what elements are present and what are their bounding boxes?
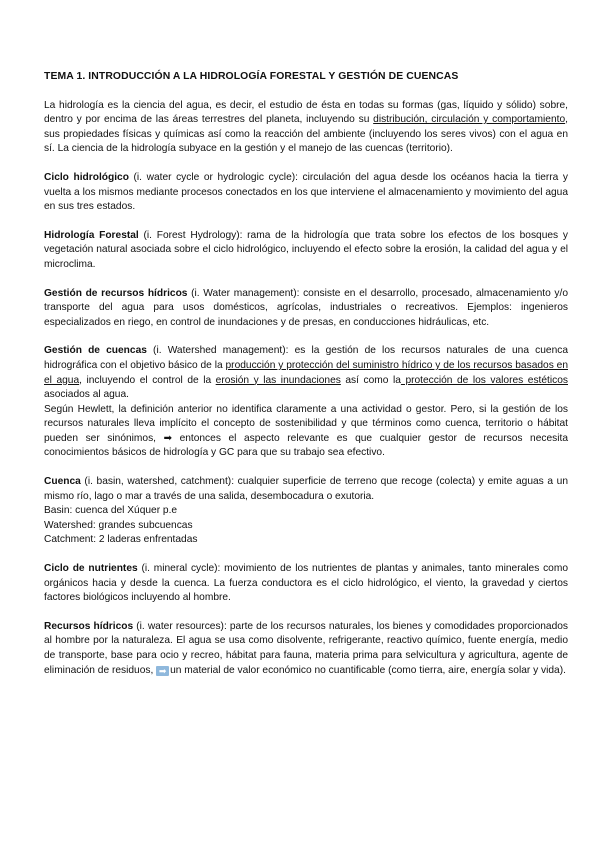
hewlett-text-b: entonces el aspecto relevante es que cualquier gestor de recursos necesita conocimientos básicos de hidrología y GC para que su trabajo sea efectivo.	[44, 432, 568, 459]
term-hidrologia-forestal: Hidrología Forestal	[44, 229, 139, 241]
def-ciclo-nutrientes: (i. mineral cycle): movimiento de los nutrientes de plantas y animales, tanto minerales como orgánicos hacia y desde la cuenca. La fuerza conductora es el ciclo hidrológico, el viento, la gravedad y ciertos factores biológicos incluyendo al hombre.	[44, 563, 568, 604]
def-gestion-cuencas-a: (i. Watershed management): es la gestión de los recursos naturales de una cuenca hidrográfica con el objetivo básico de la	[44, 345, 569, 371]
def-recursos-hidricos-a: (i. water resources): parte de los recursos naturales, los bienes y comodidades proporcionados al hombre por la naturaleza. El agua se usa como disolvente, refrigerante, reactivo químico, fuente energía, medio de transporte, base para ocio y recreo, hábitat para fauna, materia prima para selvicultura y agricultura, agente de eliminación de residuos,	[44, 620, 568, 676]
def-gestion-cuencas-c: así como la	[340, 374, 401, 386]
def-gestion-cuencas-d: asociados al agua.	[44, 389, 129, 401]
intro-paragraph	[44, 99, 568, 157]
term-gestion-recursos: Gestión de recursos hídricos	[44, 287, 188, 299]
underline-valores: protección de los valores estéticos	[400, 374, 568, 386]
catchment-line: Catchment: 2 laderas enfrentadas	[44, 534, 198, 546]
def-hidrologia-forestal: (i. Forest Hydrology): rama de la hidrología que trata sobre los efectos de los bosques y vegetación natural asociada sobre el ciclo hidrológico, incluyendo el efecto sobre la erosión, la calidad del agua y el microclima.	[44, 229, 568, 270]
basin-line: Basin: cuenca del Xúquer p.e	[44, 505, 178, 517]
intro-text: La hidrología es la ciencia del agua, es decir, el estudio de ésta en todas su formas (gas, líquido y sólido) sobre, dentro y por encima de las áreas terrestres del planeta, incluyendo su	[44, 99, 568, 126]
gestion-cuencas-paragraph	[44, 344, 568, 402]
def-recursos-hidricos-b: un material de valor económico no cuantificable (como tierra, aire, energía solar y vida).	[170, 664, 566, 676]
ciclo-nutrientes-paragraph	[44, 562, 568, 606]
hewlett-paragraph	[44, 403, 568, 461]
hewlett-text-a: Según Hewlett, la definición anterior no identifica claramente a una actividad o gestor. Pero, si la gestión de los recursos naturales lleva implícito el concepto de sostenibilidad y que términos como cuenca, territorio o hábitat pueden ser sinónimos,	[44, 403, 568, 444]
term-gestion-cuencas: Gestión de cuencas	[44, 345, 147, 357]
watershed-line: Watershed: grandes subcuencas	[44, 519, 193, 531]
term-ciclo-nutrientes: Ciclo de nutrientes	[44, 563, 138, 575]
def-ciclo-hidrologico: (i. water cycle or hydrologic cycle): circulación del agua desde los océanos hacia la tierra y vuelta a los mismos mediante procesos conectados en los que interviene el almacenamiento y movimiento del agua en sus tres estados.	[44, 171, 569, 213]
intro-underline: distribución, circulación y comportamiento	[373, 114, 566, 126]
right-arrow-icon: ➡	[163, 432, 172, 444]
def-gestion-recursos: (i. Water management): consiste en el desarrollo, procesado, almacenamiento y/o transporte del agua para usos domésticos, agrícolas, industriales o recreativos. Ejemplos: ingenieros especializados en riego, en control de inundaciones y de presas, en conducciones hidráulicas, etc.	[44, 287, 568, 328]
underline-erosion: erosión y las inundaciones	[215, 374, 341, 386]
page-title: TEMA 1. INTRODUCCIÓN A LA HIDROLOGÍA FORESTAL Y GESTIÓN DE CUENCAS	[44, 71, 459, 82]
term-ciclo-hidrologico: Ciclo hidrológico	[44, 171, 129, 183]
cuenca-paragraph	[44, 475, 568, 504]
intro-text-end: , sus propiedades físicas y químicas así como la reacción del ambiente (incluyendo los seres vivos) con el agua en sí. La ciencia de la hidrología subyace en la gestión y el manejo de las cuencas (territorio).	[44, 114, 568, 155]
term-cuenca: Cuenca	[44, 476, 81, 488]
recursos-hidricos-paragraph	[44, 620, 568, 678]
def-cuenca: (i. basin, watershed, catchment): cualquier superficie de terreno que recoge (colecta) y emite aguas a un mismo río, lago o mar a través de una salida, desembocadura o exutoria.	[44, 476, 568, 502]
hidrologia-forestal-paragraph	[44, 229, 568, 273]
def-gestion-cuencas-b: , incluyendo el control de la	[79, 374, 216, 386]
term-recursos-hidricos: Recursos hídricos	[44, 620, 134, 632]
arrow-box-icon: ➡	[156, 666, 169, 676]
ciclo-hidrologico-paragraph	[44, 171, 568, 215]
gestion-recursos-paragraph	[44, 287, 568, 331]
underline-produccion: producción y protección del suministro hídrico y de los recursos basados en el agua	[44, 359, 568, 386]
